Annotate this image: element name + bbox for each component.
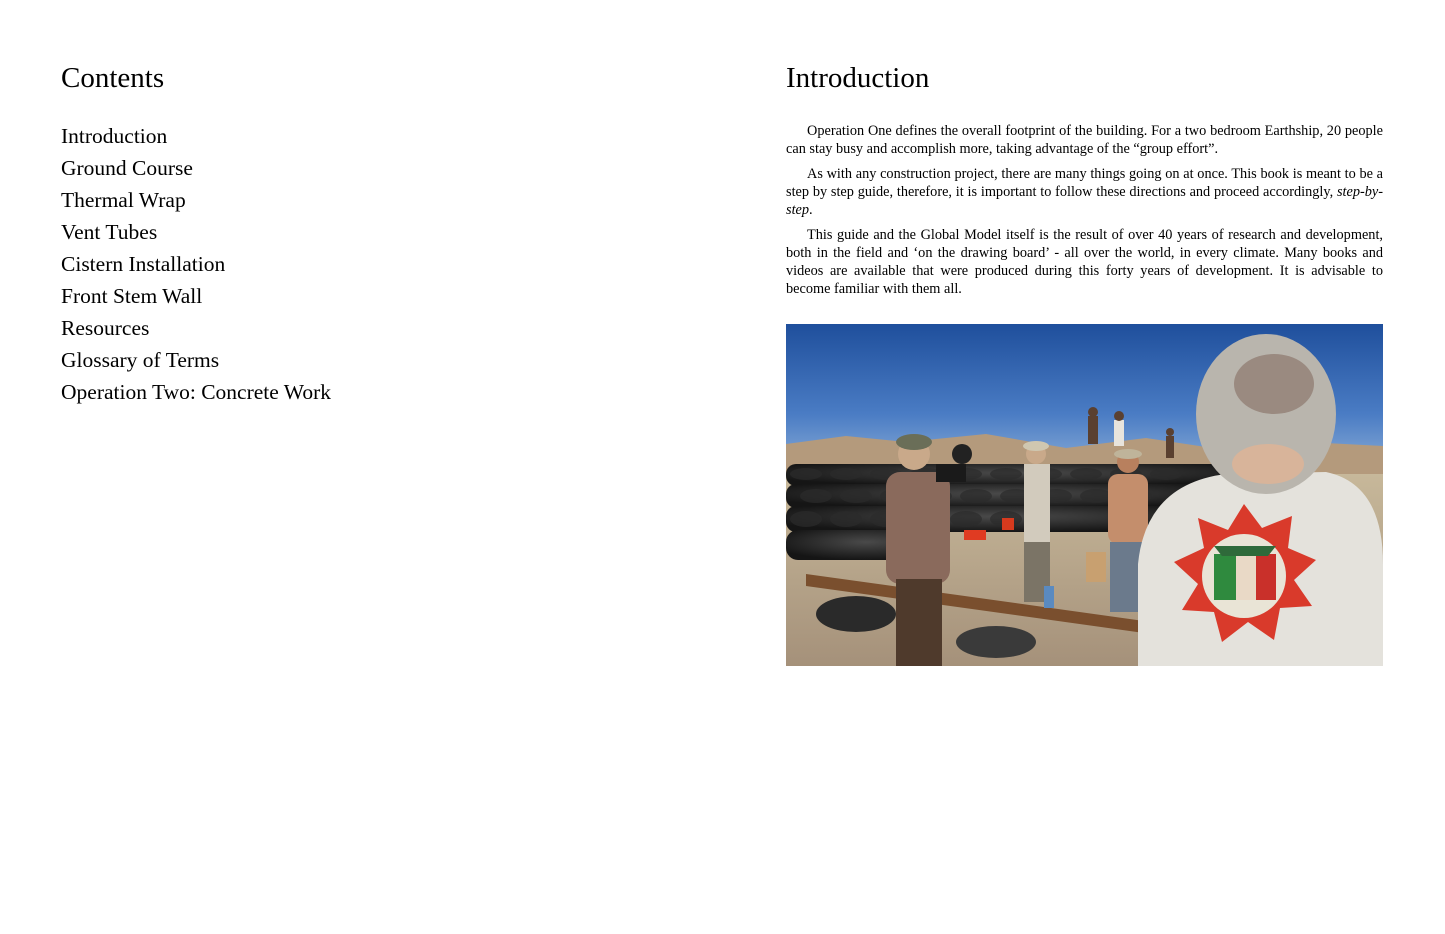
- toc-item-resources: [61, 312, 701, 344]
- toc-item-glossary-of-terms: [61, 344, 701, 376]
- toc-item-operation-two: [61, 376, 701, 408]
- toc-link-resources[interactable]: Resources: [61, 316, 150, 340]
- toc-link-cistern-installation[interactable]: Cistern Installation: [61, 252, 226, 276]
- toc-item-vent-tubes: [61, 216, 701, 248]
- paragraph-2-end: .: [809, 202, 813, 218]
- toc-link-introduction[interactable]: Introduction: [61, 124, 168, 148]
- toc-link-operation-two[interactable]: Operation Two: Concrete Work: [61, 380, 332, 404]
- paragraph-1: Operation One defines the overall footprint of the building. For a two bedroom Earthship, 20 people can stay busy and accomplish more, taking advantage of the “group effort”.: [786, 123, 1383, 157]
- paragraph-2: [786, 165, 1383, 219]
- contents-page: [61, 58, 701, 408]
- toc-item-introduction: [61, 120, 701, 152]
- toc-item-front-stem-wall: [61, 280, 701, 312]
- paragraph-2-emphasis: step-by-step: [786, 184, 1384, 218]
- toc-link-thermal-wrap[interactable]: Thermal Wrap: [61, 188, 186, 212]
- toc-link-ground-course[interactable]: Ground Course: [61, 156, 193, 180]
- paragraph-2-text: As with any construction project, there are many things going on at once. This book is meant to be a step by step guide, therefore, it is important to follow these directions and proceed accordingly,: [786, 166, 1383, 200]
- contents-heading: Contents: [61, 62, 165, 94]
- toc-link-vent-tubes[interactable]: Vent Tubes: [61, 220, 158, 244]
- table-of-contents: [61, 120, 701, 408]
- toc-item-ground-course: [61, 152, 701, 184]
- toc-link-glossary-of-terms[interactable]: Glossary of Terms: [61, 348, 220, 372]
- introduction-page: [786, 58, 1383, 666]
- toc-item-thermal-wrap: [61, 184, 701, 216]
- toc-item-cistern-installation: [61, 248, 701, 280]
- paragraph-3: This guide and the Global Model itself is the result of over 40 years of research and development, both in the field and ‘on the drawing board’ - all over the world, in every climate. Many books and videos are available that were produced during this forty years of development. It is advisable to become familiar with them all.: [786, 227, 1383, 297]
- construction-site-photo: [786, 324, 1383, 666]
- toc-link-front-stem-wall[interactable]: Front Stem Wall: [61, 284, 203, 308]
- introduction-body: [786, 122, 1383, 298]
- introduction-heading: Introduction: [786, 62, 930, 94]
